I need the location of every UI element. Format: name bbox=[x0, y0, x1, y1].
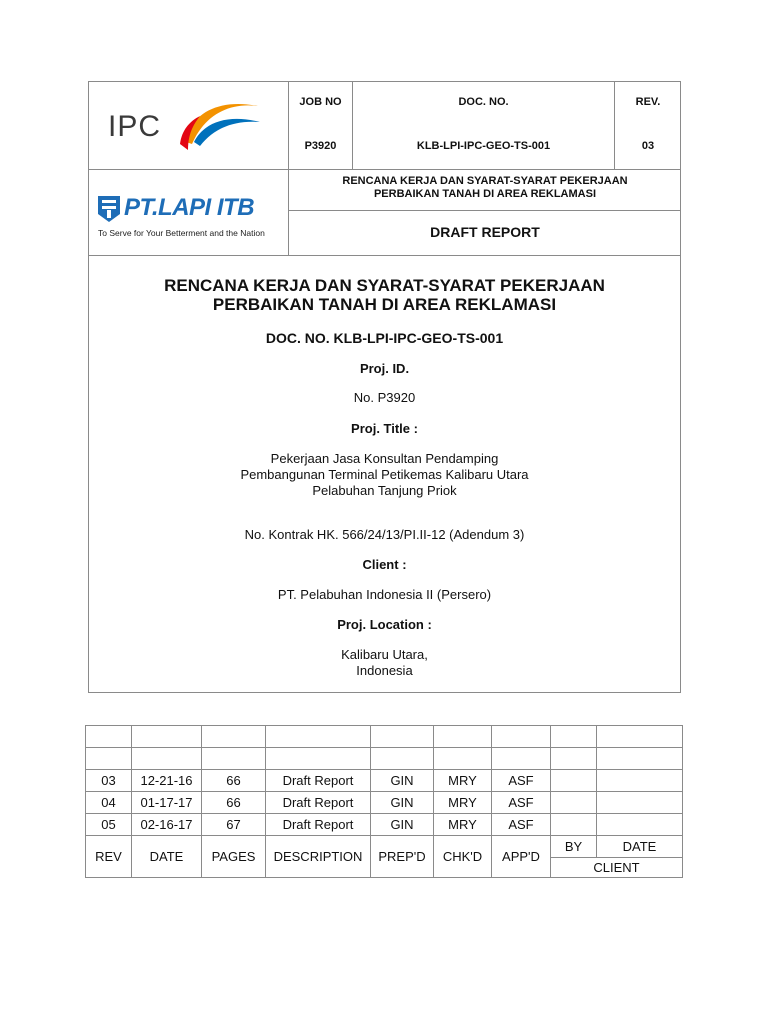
location-label: Proj. Location : bbox=[337, 617, 432, 632]
table-cell: MRY bbox=[434, 792, 492, 814]
proj-title-value bbox=[89, 451, 680, 499]
location-line1: Kalibaru Utara, bbox=[341, 647, 428, 662]
table-cell bbox=[86, 748, 132, 770]
table-row bbox=[86, 770, 683, 792]
document-title bbox=[89, 276, 680, 314]
table-cell: 04 bbox=[86, 792, 132, 814]
client-value: PT. Pelabuhan Indonesia II (Persero) bbox=[277, 587, 492, 602]
table-cell bbox=[434, 726, 492, 748]
header-chkd: CHK'D bbox=[434, 836, 492, 878]
table-cell: 12-21-16 bbox=[132, 770, 202, 792]
table-cell bbox=[551, 814, 597, 836]
header-appd: APP'D bbox=[492, 836, 551, 878]
table-cell: 66 bbox=[202, 792, 266, 814]
table-row bbox=[86, 792, 683, 814]
proj-title-line1: Pekerjaan Jasa Konsultan Pendamping bbox=[270, 451, 499, 466]
header-pages: PAGES bbox=[202, 836, 266, 878]
doc-no-value: KLB-LPI-IPC-GEO-TS-001 bbox=[416, 140, 551, 152]
rev-value: 03 bbox=[641, 140, 655, 152]
table-cell bbox=[597, 726, 683, 748]
table-cell bbox=[202, 748, 266, 770]
table-cell bbox=[434, 748, 492, 770]
contract-number: No. Kontrak HK. 566/24/13/PI.II-12 (Adendum 3) bbox=[244, 527, 525, 542]
table-cell: GIN bbox=[371, 770, 434, 792]
proj-title-label: Proj. Title : bbox=[351, 421, 418, 436]
revision-table bbox=[85, 725, 683, 878]
table-cell: ASF bbox=[492, 770, 551, 792]
table-cell: 05 bbox=[86, 814, 132, 836]
header-subtitle bbox=[289, 175, 681, 201]
header-date: DATE bbox=[132, 836, 202, 878]
header-subtitle-line2: PERBAIKAN TANAH DI AREA REKLAMASI bbox=[373, 188, 597, 200]
header-rev: REV bbox=[86, 836, 132, 878]
header-client: CLIENT bbox=[551, 858, 683, 878]
document-number: DOC. NO. KLB-LPI-IPC-GEO-TS-001 bbox=[265, 330, 504, 346]
location-line2: Indonesia bbox=[356, 663, 413, 678]
table-cell bbox=[266, 726, 371, 748]
proj-id-value: No. P3920 bbox=[353, 390, 416, 405]
table-cell bbox=[597, 792, 683, 814]
document-title-line1: RENCANA KERJA DAN SYARAT-SYARAT PEKERJAAN bbox=[164, 276, 605, 295]
table-cell: 66 bbox=[202, 770, 266, 792]
header-subtitle-line1: RENCANA KERJA DAN SYARAT-SYARAT PEKERJAAN bbox=[342, 175, 628, 187]
header-prepd: PREP'D bbox=[371, 836, 434, 878]
table-row bbox=[86, 814, 683, 836]
table-cell: GIN bbox=[371, 814, 434, 836]
table-cell: Draft Report bbox=[266, 792, 371, 814]
header-client-date: DATE bbox=[597, 836, 683, 858]
table-cell: 02-16-17 bbox=[132, 814, 202, 836]
table-row bbox=[86, 748, 683, 770]
table-cell bbox=[266, 748, 371, 770]
table-cell: 03 bbox=[86, 770, 132, 792]
proj-id-label: Proj. ID. bbox=[359, 361, 410, 376]
table-row bbox=[86, 726, 683, 748]
header-description: DESCRIPTION bbox=[266, 836, 371, 878]
table-cell bbox=[132, 748, 202, 770]
table-cell bbox=[202, 726, 266, 748]
table-header-row bbox=[86, 836, 683, 858]
table-cell bbox=[597, 814, 683, 836]
table-cell: MRY bbox=[434, 814, 492, 836]
table-cell: Draft Report bbox=[266, 814, 371, 836]
lapi-tagline: To Serve for Your Betterment and the Nation bbox=[98, 228, 265, 238]
table-cell bbox=[492, 748, 551, 770]
rev-label: REV. bbox=[635, 96, 661, 108]
header-by: BY bbox=[551, 836, 597, 858]
table-cell bbox=[551, 748, 597, 770]
table-cell: 01-17-17 bbox=[132, 792, 202, 814]
proj-title-line2: Pembangunan Terminal Petikemas Kalibaru Utara bbox=[240, 467, 529, 482]
report-type: DRAFT REPORT bbox=[430, 224, 540, 240]
table-cell bbox=[492, 726, 551, 748]
document-title-line2: PERBAIKAN TANAH DI AREA REKLAMASI bbox=[212, 295, 557, 314]
lapi-logo-text: PT.LAPI ITB bbox=[124, 194, 255, 221]
job-no-label: JOB NO bbox=[299, 96, 342, 108]
table-cell: 67 bbox=[202, 814, 266, 836]
table-cell bbox=[551, 726, 597, 748]
table-cell bbox=[551, 770, 597, 792]
table-cell bbox=[132, 726, 202, 748]
table-cell: Draft Report bbox=[266, 770, 371, 792]
lapi-itb-logo bbox=[96, 190, 284, 244]
table-cell: MRY bbox=[434, 770, 492, 792]
table-cell bbox=[371, 726, 434, 748]
table-cell bbox=[551, 792, 597, 814]
table-cell: ASF bbox=[492, 814, 551, 836]
table-cell: ASF bbox=[492, 792, 551, 814]
table-cell bbox=[86, 726, 132, 748]
doc-no-label: DOC. NO. bbox=[458, 96, 509, 108]
table-cell bbox=[371, 748, 434, 770]
table-cell: GIN bbox=[371, 792, 434, 814]
client-label: Client : bbox=[362, 557, 407, 572]
proj-title-line3: Pelabuhan Tanjung Priok bbox=[312, 483, 457, 498]
location-value bbox=[89, 647, 680, 679]
table-cell bbox=[597, 770, 683, 792]
table-cell bbox=[597, 748, 683, 770]
ipc-logo-text: IPC bbox=[108, 110, 162, 143]
ipc-logo bbox=[100, 92, 280, 162]
job-no-value: P3920 bbox=[304, 140, 337, 152]
